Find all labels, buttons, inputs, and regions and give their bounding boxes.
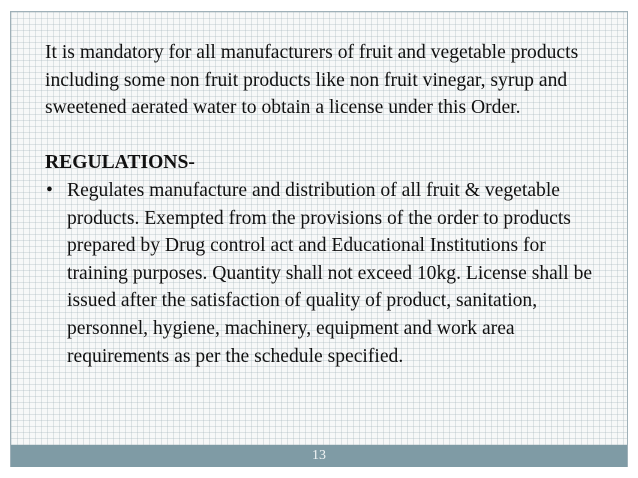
intro-paragraph: It is mandatory for all manufacturers of fruit and vegetable products including some non fruit products like non fruit vinegar, syrup and sweetened aerated water to obtain a license under this Order. <box>45 42 579 119</box>
regulations-heading: REGULATIONS- <box>45 152 195 174</box>
list-item <box>45 177 610 370</box>
slide-content <box>45 39 610 370</box>
regulations-list <box>45 177 610 370</box>
footer-bar <box>11 445 627 467</box>
page-number: 13 <box>312 448 326 463</box>
bullet-icon: • <box>46 179 53 201</box>
bullet-text: Regulates manufacture and distribution of all fruit & vegetable products. Exempted from the provisions of the order to products prepared by Drug control act and Educational Institutions for training purposes. Quantity shall not exceed 10kg. License shall be issued after the satisfaction of quality of product, sanitation, personnel, hygiene, machinery, equipment and work area requirements as per the schedule specified. <box>67 179 593 367</box>
